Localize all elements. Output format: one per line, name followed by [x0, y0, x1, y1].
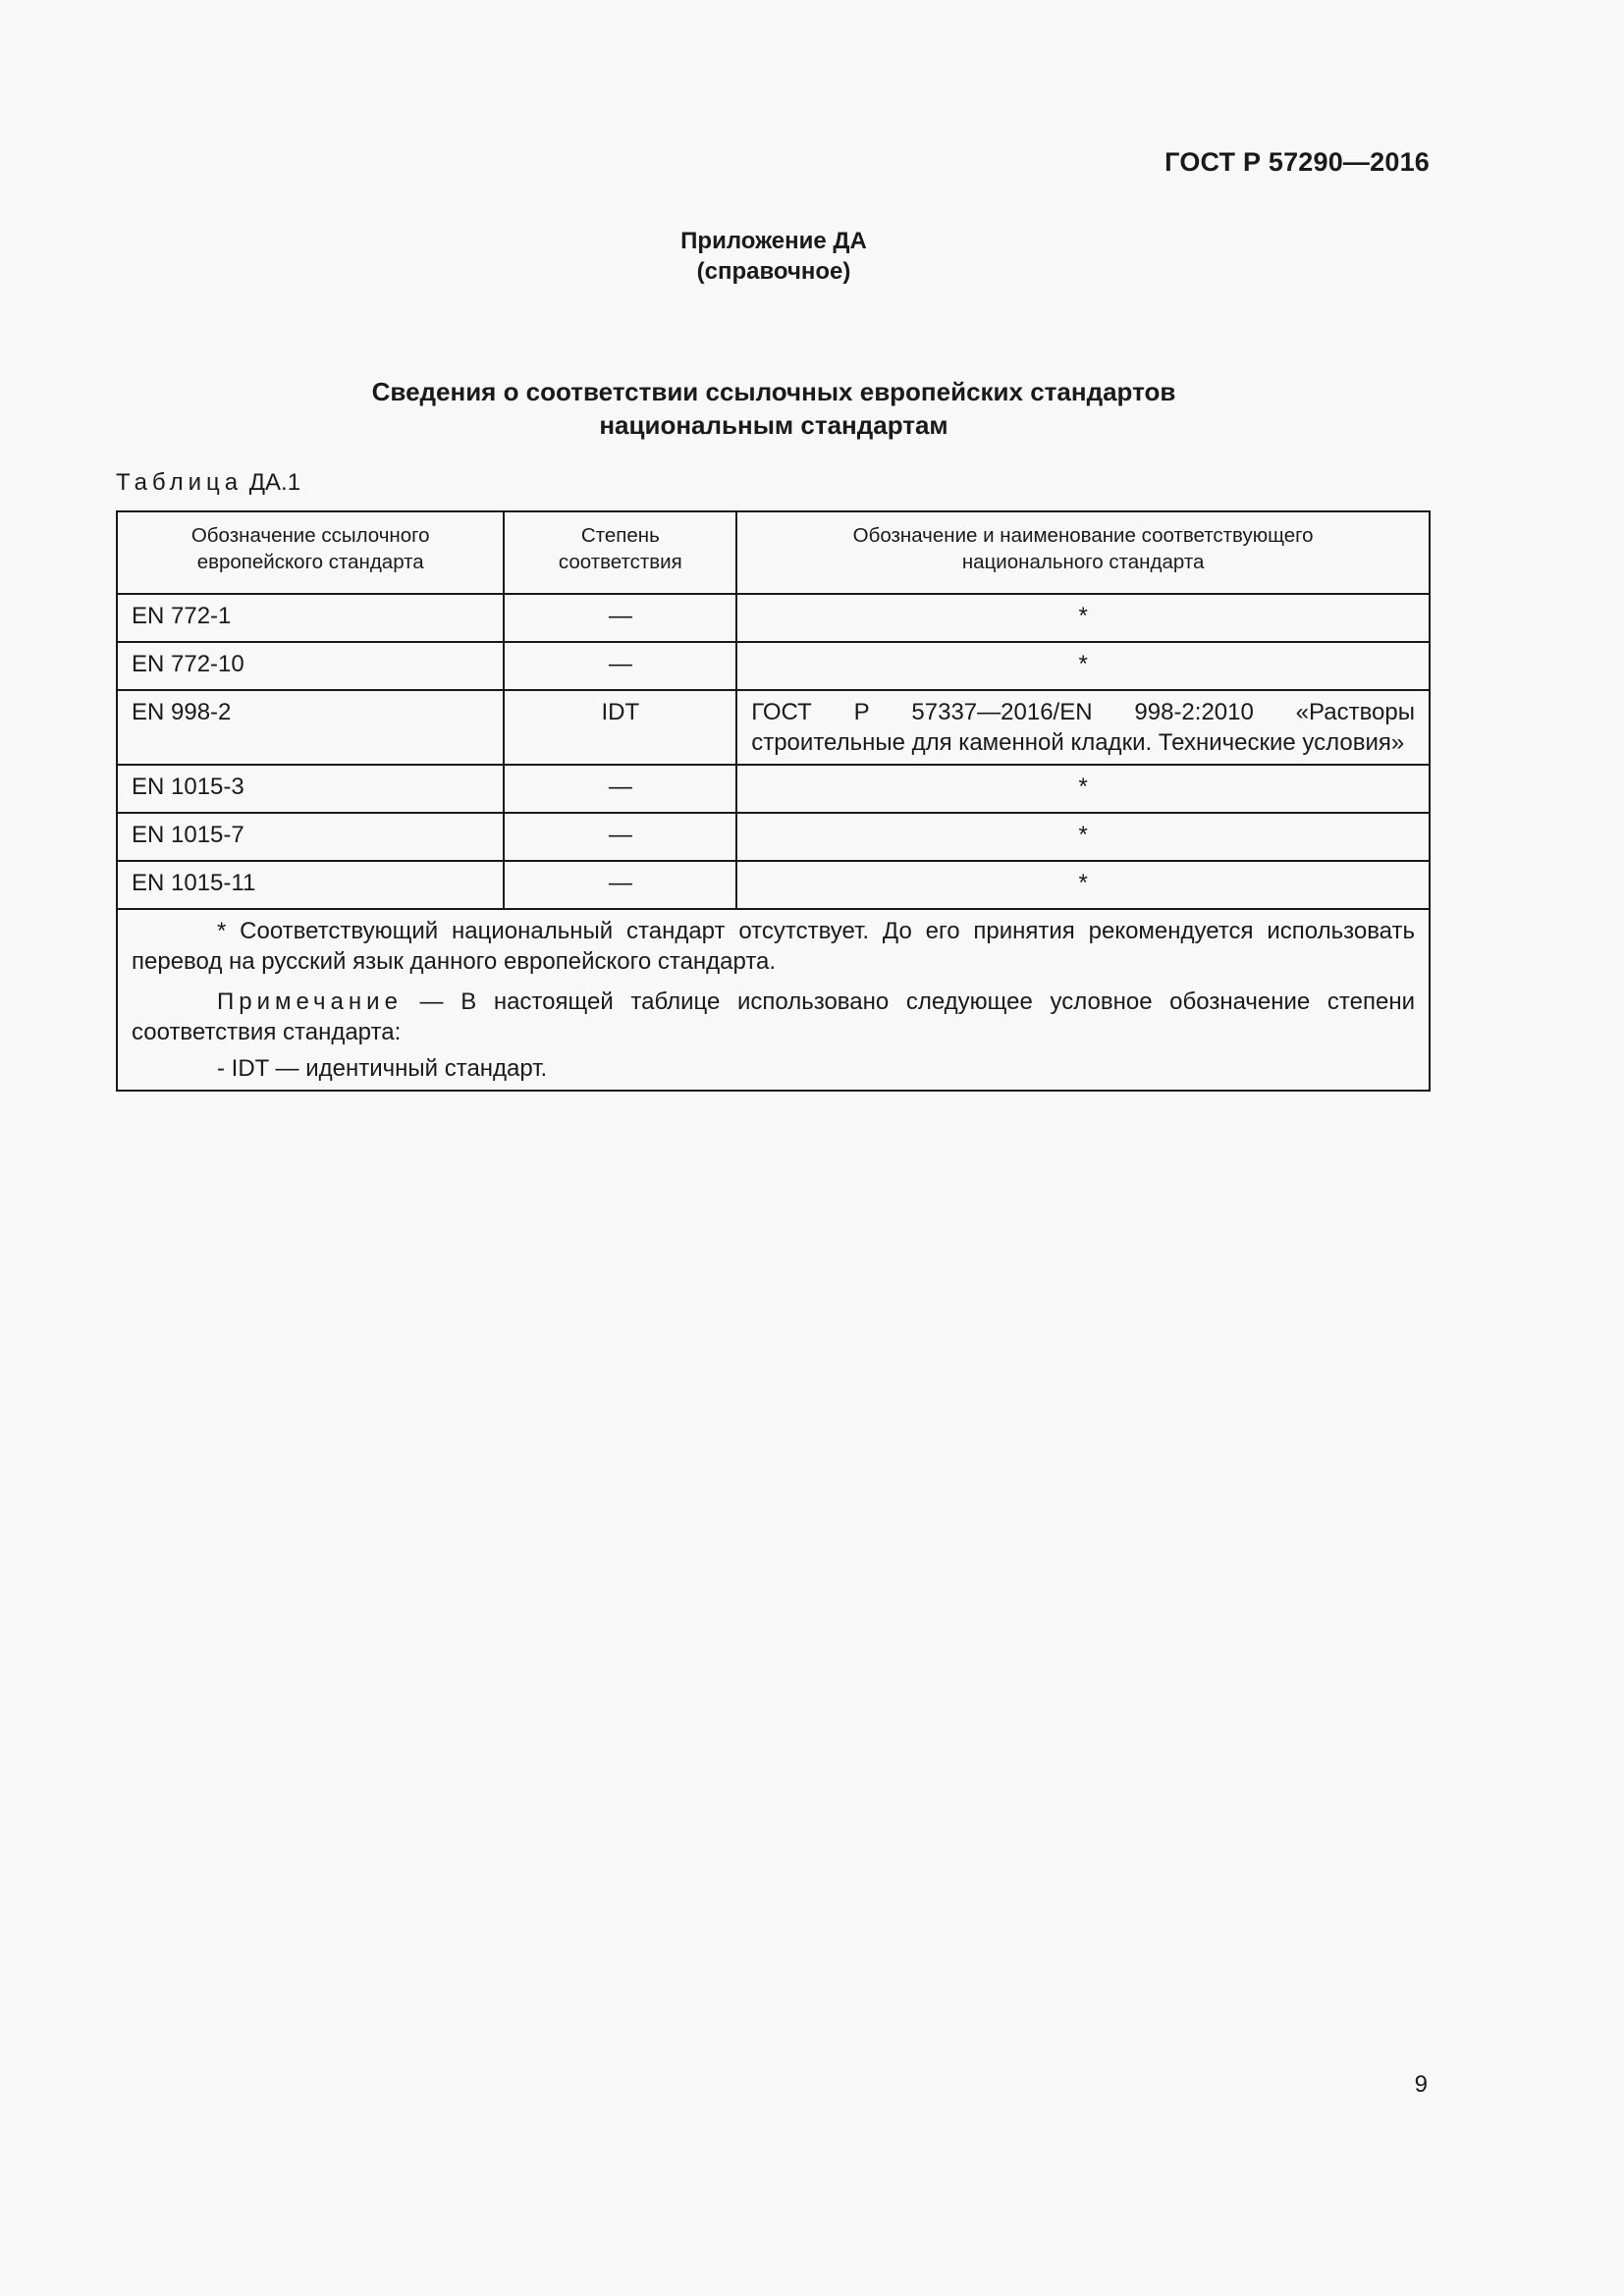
cell-degree: —: [504, 861, 736, 909]
section-title: [0, 375, 1547, 442]
cell-designation: EN 772-10: [117, 642, 504, 690]
table-row: [117, 813, 1430, 861]
table-row: [117, 765, 1430, 813]
cell-national: ГОСТ Р 57337—2016/EN 998-2:2010 «Растворы строительные для каменной кладки. Технические условия»: [736, 690, 1430, 765]
header-national-line-1: Обозначение и наименование соответствующего: [852, 524, 1314, 547]
note-text: — В настоящей таблице использовано следующее условное обозначение степени соответствия стандарта:: [132, 988, 1415, 1045]
cell-designation: EN 1015-11: [117, 861, 504, 909]
section-title-line-2: национальным стандартам: [599, 410, 948, 440]
cell-national: *: [736, 594, 1430, 642]
cell-designation: EN 1015-3: [117, 765, 504, 813]
note-list-item: - IDT — идентичный стандарт.: [217, 1055, 548, 1082]
header-national-line-2: национального стандарта: [961, 551, 1205, 573]
table-row: [117, 642, 1430, 690]
cell-degree: IDT: [504, 690, 736, 765]
table-row: [117, 594, 1430, 642]
cell-degree: —: [504, 813, 736, 861]
cell-degree: —: [504, 594, 736, 642]
header-designation-line-2: европейского стандарта: [196, 551, 424, 573]
header-degree-line-2: соответствия: [558, 551, 682, 573]
table-footnote: * Соответствующий национальный стандарт отсутствует. До его принятия рекомендуется использовать перевод на русский язык данного европейского стандарта.: [132, 918, 1415, 975]
table-header-row: [117, 511, 1430, 594]
table-notes-row: [117, 909, 1430, 1091]
cell-designation: EN 772-1: [117, 594, 504, 642]
header-degree-line-1: Степень: [580, 524, 660, 547]
header-degree: [504, 511, 736, 594]
page-number: 9: [1414, 2071, 1428, 2098]
appendix-title: Приложение ДА: [680, 228, 867, 254]
table-caption-word: Таблица: [116, 469, 244, 496]
correspondence-table: [116, 510, 1431, 1092]
cell-national: *: [736, 642, 1430, 690]
cell-degree: —: [504, 765, 736, 813]
cell-national: *: [736, 813, 1430, 861]
cell-national: *: [736, 861, 1430, 909]
table-caption: [116, 469, 300, 497]
cell-degree: —: [504, 642, 736, 690]
section-title-line-1: Сведения о соответствии ссылочных европейских стандартов: [371, 377, 1176, 406]
cell-designation: EN 1015-7: [117, 813, 504, 861]
cell-designation: EN 998-2: [117, 690, 504, 765]
note-label: Примечание: [217, 988, 403, 1015]
table-caption-number: ДА.1: [248, 469, 301, 496]
cell-national: *: [736, 765, 1430, 813]
appendix-heading: [0, 226, 1547, 287]
table-notes: [117, 909, 1430, 1091]
header-designation-line-1: Обозначение ссылочного: [190, 524, 430, 547]
document-code: ГОСТ Р 57290—2016: [1164, 147, 1430, 177]
header-designation: [117, 511, 504, 594]
appendix-subtitle: (справочное): [696, 258, 851, 285]
header-national: [736, 511, 1430, 594]
table-row: [117, 690, 1430, 765]
table-row: [117, 861, 1430, 909]
table-note: [132, 987, 1415, 1047]
